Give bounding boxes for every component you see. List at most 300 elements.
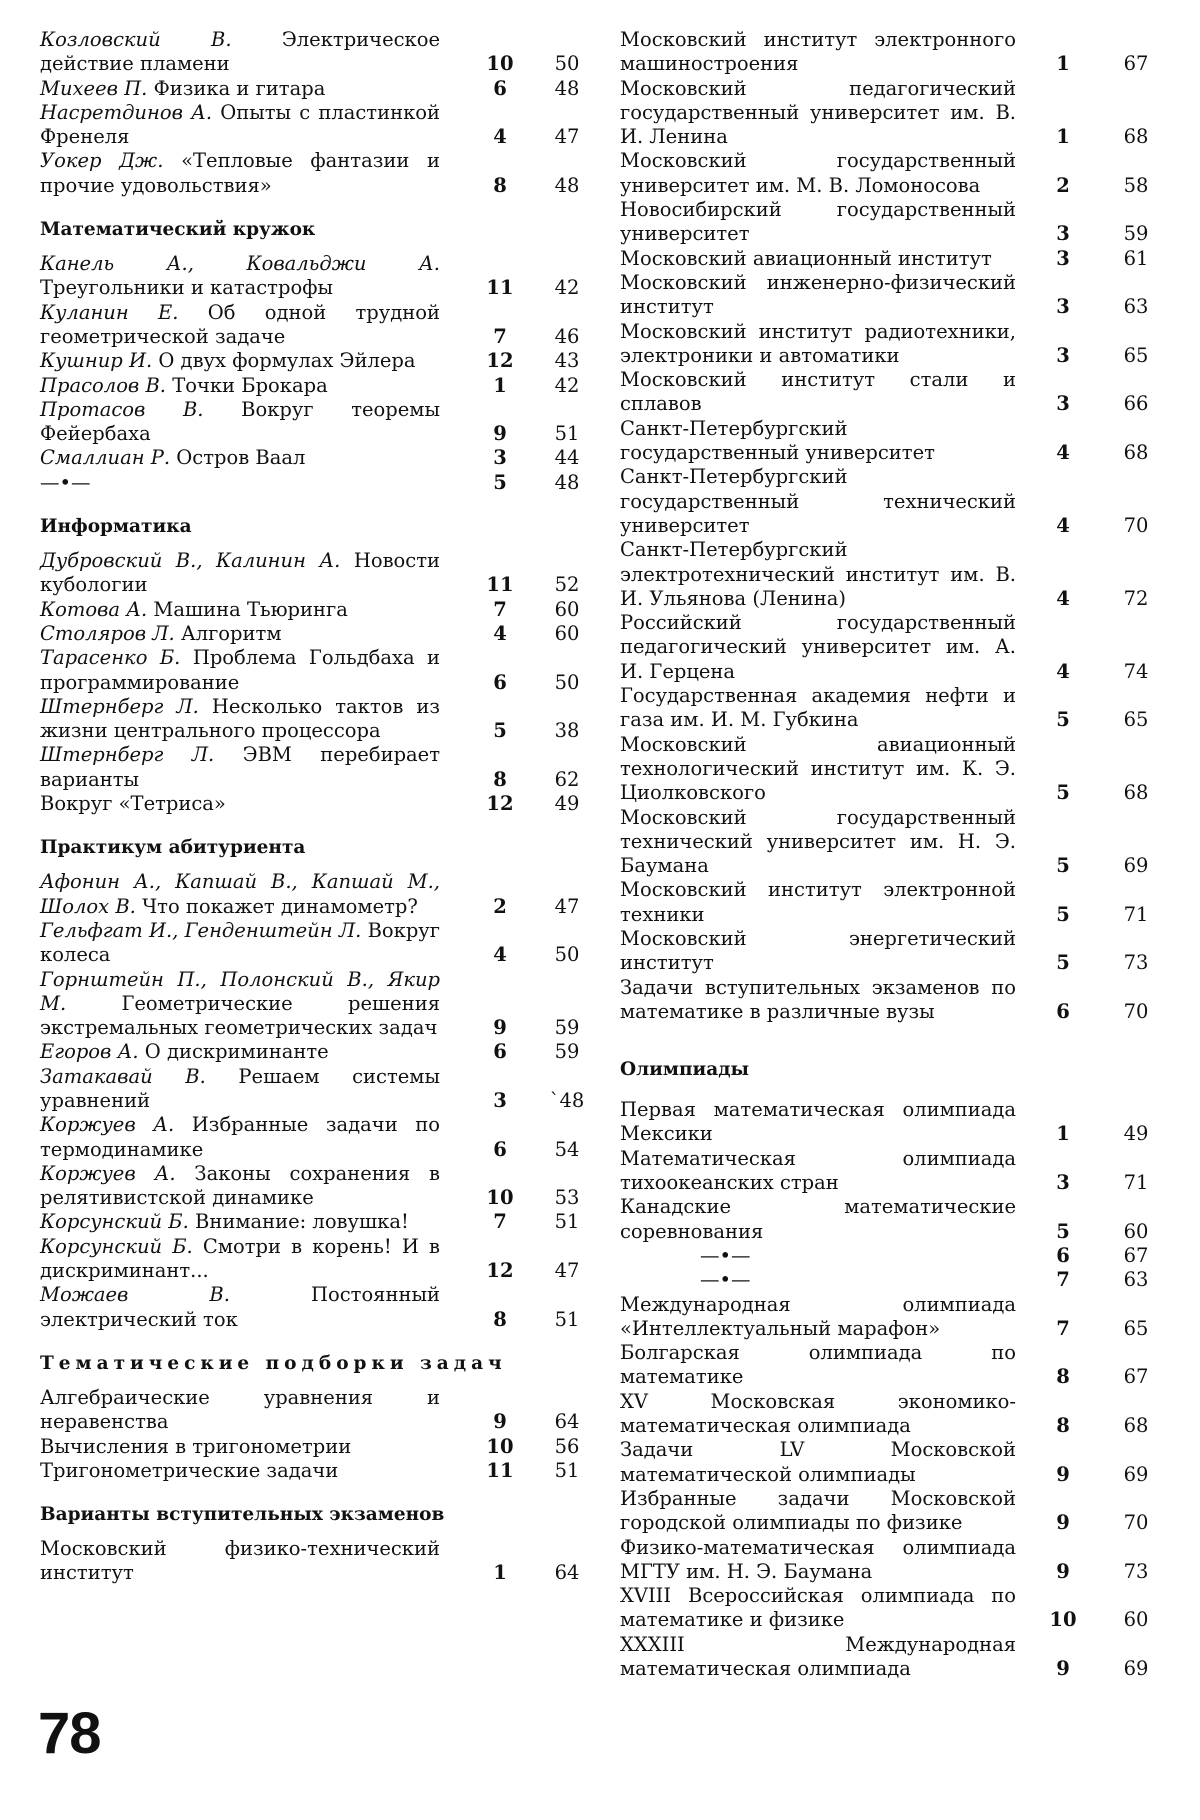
entry-page-number: 70 xyxy=(1123,513,1149,537)
separator-entry xyxy=(40,471,588,495)
entry-text xyxy=(620,1390,1016,1439)
entry-text xyxy=(620,1487,1016,1536)
entry-text xyxy=(620,684,1016,733)
entry-page-number: 59 xyxy=(1123,222,1149,246)
index-entry xyxy=(620,417,1165,466)
entry-issue-number: 7 xyxy=(493,597,507,621)
separator-entry xyxy=(620,1268,1165,1292)
index-entry xyxy=(40,870,588,919)
entry-issue-number: 12 xyxy=(486,1259,514,1283)
entry-issue-number: 6 xyxy=(493,1137,507,1161)
entry-text xyxy=(40,792,440,816)
entry-title: Алгебраические уравнения и неравенства xyxy=(40,1385,440,1434)
entry-author: Можаев В. xyxy=(40,1283,230,1307)
entry-issue-number: 6 xyxy=(493,76,507,100)
entry-title: Математическая олимпиада тихоокеанских стран xyxy=(620,1146,1016,1195)
index-entry xyxy=(620,1584,1165,1633)
entry-issue-number: 4 xyxy=(493,943,507,967)
entry-page-number: 51 xyxy=(554,1307,580,1331)
entry-page-number: 63 xyxy=(1123,295,1149,319)
entry-page-number: 50 xyxy=(554,943,580,967)
index-entry xyxy=(620,733,1165,806)
entry-text xyxy=(620,878,1016,927)
entry-title: Задачи LV Московской математической олимпиады xyxy=(620,1438,1016,1486)
entry-title: Треугольники и катастрофы xyxy=(40,276,333,300)
entry-text xyxy=(40,101,440,150)
entry-issue-number: 9 xyxy=(493,1016,507,1040)
entry-title: Санкт-Петербургский электротехнический институт им. В. И. Ульянова (Ленина) xyxy=(620,538,1016,610)
entry-issue-number: 5 xyxy=(1056,1219,1070,1243)
index-entry xyxy=(620,806,1165,879)
index-entry xyxy=(40,1040,588,1064)
index-entry xyxy=(620,28,1165,77)
entry-text xyxy=(620,1438,1016,1487)
entry-page-number: 42 xyxy=(554,373,580,397)
index-entry xyxy=(620,320,1165,369)
entry-text xyxy=(620,806,1016,879)
entry-text xyxy=(40,149,440,198)
entry-title: Первая математическая олимпиада Мексики xyxy=(620,1098,1016,1146)
entry-title: Московский государственный университет им. М. В. Ломоносова xyxy=(620,149,1016,197)
entry-text xyxy=(40,622,440,646)
index-entry xyxy=(40,398,588,447)
index-entry xyxy=(620,465,1165,538)
entry-page-number: 44 xyxy=(554,446,580,470)
entry-issue-number: 4 xyxy=(1056,659,1070,683)
entry-text xyxy=(40,1283,440,1332)
entry-text xyxy=(40,1435,440,1459)
entry-page-number: 71 xyxy=(1123,1171,1149,1195)
index-entry xyxy=(40,622,588,646)
entry-issue-number: 1 xyxy=(1056,1122,1070,1146)
entry-text xyxy=(620,247,1016,271)
index-entry xyxy=(40,1386,588,1435)
entry-text xyxy=(620,1244,1016,1268)
entry-title: ЭВМ перебирает варианты xyxy=(40,743,441,791)
entry-page-number: `48 xyxy=(549,1088,585,1112)
index-entry xyxy=(620,684,1165,733)
index-entry xyxy=(40,374,588,398)
entry-issue-number: 9 xyxy=(1056,1511,1070,1535)
index-entry xyxy=(40,695,588,744)
entry-page-number: 50 xyxy=(554,670,580,694)
entry-text xyxy=(620,733,1016,806)
entry-page-number: 67 xyxy=(1123,1243,1149,1267)
section-heading: Варианты вступительных экзаменов xyxy=(40,1504,445,1526)
entry-issue-number: 5 xyxy=(493,470,507,494)
entry-page-number: 46 xyxy=(554,324,580,348)
entry-text xyxy=(40,77,440,101)
index-entry xyxy=(620,1098,1165,1147)
entry-page-number: 65 xyxy=(1123,708,1149,732)
entry-text xyxy=(40,968,440,1041)
index-entry xyxy=(40,968,588,1041)
entry-page-number: 62 xyxy=(554,767,580,791)
entry-title: Вокруг колеса xyxy=(40,918,440,967)
entry-title: Московский государственный технический университет им. Н. Э. Баумана xyxy=(620,805,1016,878)
entry-title: Физико-математическая олимпиада МГТУ им. Н. Э. Баумана xyxy=(620,1535,1016,1583)
entry-page-number: 48 xyxy=(554,173,580,197)
entry-issue-number: 10 xyxy=(486,1434,514,1458)
entry-title: Остров Ваал xyxy=(176,446,306,470)
entry-issue-number: 10 xyxy=(486,52,514,76)
entry-title: Геометрические решения экстремальных геометрических задач xyxy=(40,991,440,1040)
entry-author: Куланин Е. xyxy=(40,300,179,324)
entry-text xyxy=(40,252,440,301)
entry-text xyxy=(40,349,440,373)
section-heading: Математический кружок xyxy=(40,219,316,241)
entry-author: Егоров А. xyxy=(40,1040,139,1064)
index-entry xyxy=(40,301,588,350)
entry-author: Коржуев А. xyxy=(40,1113,175,1137)
index-entry xyxy=(620,271,1165,320)
entry-title: Московский энергетический институт xyxy=(620,926,1016,975)
entry-text xyxy=(620,1633,1016,1682)
entry-issue-number: 6 xyxy=(493,670,507,694)
entry-text xyxy=(620,417,1016,466)
entry-issue-number: 7 xyxy=(493,324,507,348)
entry-page-number: 54 xyxy=(554,1137,580,1161)
entry-author: Насретдинов А. xyxy=(40,100,213,124)
entry-author: Смаллиан Р. xyxy=(40,446,171,470)
entry-page-number: 74 xyxy=(1123,659,1149,683)
entry-page-number: 38 xyxy=(554,719,580,743)
entry-page-number: 66 xyxy=(1123,392,1149,416)
entry-text xyxy=(620,77,1016,150)
entry-title: Московский институт радиотехники, электроники и автоматики xyxy=(620,319,1016,367)
entry-title: Опыты с пластинкой Френеля xyxy=(40,100,440,149)
entry-page-number: 68 xyxy=(1123,441,1149,465)
entry-page-number: 61 xyxy=(1123,246,1149,270)
entry-issue-number: 6 xyxy=(1056,999,1070,1023)
left-column xyxy=(40,28,588,1586)
entry-page-number: 64 xyxy=(554,1561,580,1585)
entry-author: Корсунский Б. xyxy=(40,1234,193,1258)
entry-issue-number: 8 xyxy=(493,767,507,791)
entry-text xyxy=(40,446,440,470)
entry-page-number: 69 xyxy=(1123,854,1149,878)
entry-page-number: 56 xyxy=(554,1434,580,1458)
entry-title: Московский институт стали и сплавов xyxy=(620,368,1016,416)
index-entry xyxy=(620,1633,1165,1682)
entry-issue-number: 3 xyxy=(1056,1171,1070,1195)
entry-author: Уокер Дж. xyxy=(40,149,164,173)
entry-text xyxy=(40,598,440,622)
entry-author: Столяров Л. xyxy=(40,621,175,645)
entry-issue-number: 9 xyxy=(493,422,507,446)
entry-text xyxy=(40,1386,440,1435)
entry-title: Международная олимпиада «Интеллектуальный марафон» xyxy=(620,1292,1016,1340)
entry-text xyxy=(620,28,1016,77)
entry-title: «Тепловые фантазии и прочие удовольствия» xyxy=(40,149,441,197)
index-entry xyxy=(40,77,588,101)
entry-page-number: 47 xyxy=(554,1259,580,1283)
entry-page-number: 60 xyxy=(554,597,580,621)
entry-page-number: 73 xyxy=(1123,1559,1149,1583)
entry-issue-number: 3 xyxy=(493,446,507,470)
entry-text xyxy=(40,695,440,744)
index-entry xyxy=(40,1537,588,1586)
entry-page-number: 51 xyxy=(554,1210,580,1234)
entry-page-number: 51 xyxy=(554,1458,580,1482)
entry-title: Смотри в корень! И в дискриминант... xyxy=(40,1234,440,1283)
entry-page-number: 68 xyxy=(1123,1414,1149,1438)
entry-issue-number: 5 xyxy=(1056,951,1070,975)
entry-page-number: 59 xyxy=(554,1040,580,1064)
entry-issue-number: 9 xyxy=(1056,1559,1070,1583)
entry-author: Тарасенко Б. xyxy=(40,646,181,670)
entry-issue-number: 3 xyxy=(1056,343,1070,367)
entry-title: Вокруг теоремы Фейербаха xyxy=(40,397,440,446)
entry-issue-number: 1 xyxy=(493,373,507,397)
entry-issue-number: 11 xyxy=(486,1458,514,1482)
entry-title: Московский инженерно-физический институт xyxy=(620,270,1016,319)
entry-text xyxy=(620,1584,1016,1633)
index-entry xyxy=(40,349,588,373)
entry-issue-number: 3 xyxy=(1056,222,1070,246)
entry-page-number: 49 xyxy=(554,792,580,816)
index-entry xyxy=(620,611,1165,684)
separator-entry xyxy=(620,1244,1165,1268)
entry-issue-number: 9 xyxy=(493,1410,507,1434)
entry-title: Санкт-Петербургский государственный технический университет xyxy=(620,465,1016,537)
entry-title: Вокруг «Тетриса» xyxy=(40,792,226,816)
entry-page-number: 47 xyxy=(554,894,580,918)
entry-title: Избранные задачи по термодинамике xyxy=(40,1113,440,1161)
index-entry xyxy=(40,149,588,198)
entry-page-number: 70 xyxy=(1123,1511,1149,1535)
entry-text xyxy=(40,1210,440,1234)
index-entry xyxy=(40,446,588,470)
entry-title: Точки Брокара xyxy=(172,373,328,397)
entry-title: Внимание: ловушка! xyxy=(195,1210,409,1234)
entry-issue-number: 5 xyxy=(1056,854,1070,878)
entry-text xyxy=(620,927,1016,976)
index-entry xyxy=(620,1341,1165,1390)
entry-text xyxy=(620,1268,1016,1292)
entry-page-number: 48 xyxy=(554,470,580,494)
entry-title: Московский институт электронного машиностроения xyxy=(620,28,1016,76)
index-entry xyxy=(40,1113,588,1162)
entry-author: Горнштейн П., Полонский В., Якир М. xyxy=(40,967,440,1015)
entry-title: XV Московская экономико-математическая олимпиада xyxy=(620,1389,1016,1438)
entry-issue-number: 10 xyxy=(486,1186,514,1210)
entry-issue-number: 8 xyxy=(1056,1365,1070,1389)
page-number: 78 xyxy=(38,1701,101,1766)
entry-page-number: 67 xyxy=(1123,1365,1149,1389)
entry-text xyxy=(40,549,440,598)
entry-title: Тригонометрические задачи xyxy=(40,1458,339,1482)
entry-text xyxy=(620,1536,1016,1585)
entry-title: Законы сохранения в релятивистской динамике xyxy=(40,1161,440,1210)
entry-text xyxy=(620,538,1016,611)
entry-author: Корсунский Б. xyxy=(40,1210,189,1234)
index-entry xyxy=(40,919,588,968)
index-entry xyxy=(620,198,1165,247)
index-entry xyxy=(40,1065,588,1114)
index-entry xyxy=(40,1283,588,1332)
index-entry xyxy=(40,646,588,695)
index-entry xyxy=(620,1293,1165,1342)
entry-page-number: 65 xyxy=(1123,1316,1149,1340)
entry-issue-number: 5 xyxy=(493,719,507,743)
entry-page-number: 70 xyxy=(1123,999,1149,1023)
entry-page-number: 42 xyxy=(554,276,580,300)
entry-issue-number: 9 xyxy=(1056,1462,1070,1486)
entry-author: Гельфгат И., Генденштейн Л. xyxy=(40,918,362,942)
index-entry xyxy=(620,976,1165,1025)
entry-text xyxy=(620,368,1016,417)
index-entry xyxy=(620,538,1165,611)
entry-page-number: 60 xyxy=(554,621,580,645)
entry-text xyxy=(40,1040,440,1064)
entry-page-number: 68 xyxy=(1123,781,1149,805)
entry-issue-number: 3 xyxy=(1056,246,1070,270)
entry-author: Затакавай В. xyxy=(40,1064,206,1088)
entry-issue-number: 4 xyxy=(493,621,507,645)
index-entry xyxy=(40,1435,588,1459)
entry-page-number: 67 xyxy=(1123,52,1149,76)
entry-author: Дубровский В., Калинин А. xyxy=(40,549,341,573)
entry-text xyxy=(40,870,440,919)
entry-text xyxy=(620,465,1016,538)
entry-title: Об одной трудной геометрической задаче xyxy=(40,300,440,348)
entry-page-number: 73 xyxy=(1123,951,1149,975)
entry-issue-number: 6 xyxy=(1056,1243,1070,1267)
entry-author: Козловский В. xyxy=(40,28,232,51)
entry-issue-number: 12 xyxy=(486,349,514,373)
entry-author: Михеев П. xyxy=(40,76,148,100)
entry-issue-number: 3 xyxy=(1056,392,1070,416)
entry-title: Физика и гитара xyxy=(153,76,326,100)
entry-issue-number: 2 xyxy=(493,894,507,918)
entry-issue-number: 4 xyxy=(1056,513,1070,537)
index-entry xyxy=(620,1536,1165,1585)
right-column xyxy=(620,28,1165,1681)
entry-page-number: 51 xyxy=(554,422,580,446)
index-entry xyxy=(40,1235,588,1284)
index-entry xyxy=(620,927,1165,976)
entry-issue-number: 8 xyxy=(1056,1414,1070,1438)
entry-page-number: 43 xyxy=(554,349,580,373)
entry-title: Машина Тьюринга xyxy=(153,597,348,621)
index-entry xyxy=(40,28,588,77)
entry-issue-number: 8 xyxy=(493,173,507,197)
entry-page-number: 65 xyxy=(1123,343,1149,367)
entry-text xyxy=(40,398,440,447)
index-entry xyxy=(620,368,1165,417)
entry-page-number: 52 xyxy=(554,573,580,597)
entry-title: Московский физико-технический институт xyxy=(40,1537,440,1585)
entry-issue-number: 4 xyxy=(1056,441,1070,465)
entry-text xyxy=(620,320,1016,369)
entry-text xyxy=(40,28,440,77)
index-entry xyxy=(40,549,588,598)
entry-text xyxy=(40,471,440,495)
entry-page-number: 58 xyxy=(1123,173,1149,197)
entry-issue-number: 10 xyxy=(1049,1608,1077,1632)
entry-text xyxy=(40,1162,440,1211)
entry-title: Новосибирский государственный университет xyxy=(620,198,1016,246)
entry-issue-number: 12 xyxy=(486,792,514,816)
index-entry xyxy=(40,252,588,301)
entry-text xyxy=(40,1459,440,1483)
entry-title: XVIII Всероссийская олимпиада по математике и физике xyxy=(620,1584,1016,1632)
index-entry xyxy=(40,1459,588,1483)
index-entry xyxy=(620,1195,1165,1244)
section-heading: Информатика xyxy=(40,516,192,538)
entry-text xyxy=(40,1537,440,1586)
entry-issue-number: 5 xyxy=(1056,708,1070,732)
entry-author: Афонин А., Капшай В., Капшай М., Шолох В. xyxy=(40,870,440,918)
entry-text xyxy=(40,743,440,792)
entry-author: Протасов В. xyxy=(40,397,204,421)
entry-issue-number: 3 xyxy=(493,1088,507,1112)
entry-title: Несколько тактов из жизни центрального процессора xyxy=(40,694,440,743)
entry-text xyxy=(40,646,440,695)
entry-text xyxy=(40,1235,440,1284)
entry-title: Избранные задачи Московской городской олимпиады по физике xyxy=(620,1486,1016,1535)
entry-author: Котова А. xyxy=(40,597,148,621)
entry-title: О дискриминанте xyxy=(144,1040,329,1064)
index-entry xyxy=(40,101,588,150)
entry-issue-number: 4 xyxy=(1056,586,1070,610)
entry-text xyxy=(620,198,1016,247)
entry-title: Алгоритм xyxy=(180,621,282,645)
entry-issue-number: 11 xyxy=(486,276,514,300)
entry-author: Штернберг Л. xyxy=(40,694,199,718)
entry-author: Прасолов В. xyxy=(40,373,167,397)
index-entry xyxy=(620,878,1165,927)
entry-text xyxy=(620,1147,1016,1196)
entry-text xyxy=(40,919,440,968)
entry-text xyxy=(40,374,440,398)
entry-title: Болгарская олимпиада по математике xyxy=(620,1341,1016,1389)
entry-issue-number: 1 xyxy=(1056,52,1070,76)
entry-page-number: 60 xyxy=(1123,1608,1149,1632)
entry-page-number: 49 xyxy=(1123,1122,1149,1146)
entry-issue-number: 3 xyxy=(1056,295,1070,319)
entry-page-number: 63 xyxy=(1123,1268,1149,1292)
entry-title: Канадские математические соревнования xyxy=(620,1195,1016,1243)
entry-page-number: 47 xyxy=(554,125,580,149)
entry-page-number: 69 xyxy=(1123,1657,1149,1680)
section-heading: Практикум абитуриента xyxy=(40,837,306,859)
entry-page-number: 71 xyxy=(1123,902,1149,926)
entry-page-number: 69 xyxy=(1123,1462,1149,1486)
entry-issue-number: 1 xyxy=(1056,125,1070,149)
index-entry xyxy=(40,792,588,816)
entry-title: Электрическое действие пламени xyxy=(40,28,440,76)
index-entry xyxy=(40,743,588,792)
entry-title: Проблема Гольдбаха и программирование xyxy=(40,646,440,694)
entry-text xyxy=(620,149,1016,198)
index-entry xyxy=(620,77,1165,150)
entry-title: Вычисления в тригонометрии xyxy=(40,1434,352,1458)
entry-text xyxy=(620,1098,1016,1147)
entry-page-number: 48 xyxy=(554,76,580,100)
entry-title: —•— xyxy=(700,1243,751,1267)
entry-issue-number: 9 xyxy=(1056,1657,1070,1680)
entry-text xyxy=(620,611,1016,684)
entry-text xyxy=(620,1195,1016,1244)
entry-author: Штернберг Л. xyxy=(40,743,215,767)
index-entry xyxy=(40,598,588,622)
entry-page-number: 60 xyxy=(1123,1219,1149,1243)
entry-text xyxy=(620,976,1016,1025)
section-heading: Олимпиады xyxy=(620,1059,750,1081)
entry-page-number: 53 xyxy=(554,1186,580,1210)
